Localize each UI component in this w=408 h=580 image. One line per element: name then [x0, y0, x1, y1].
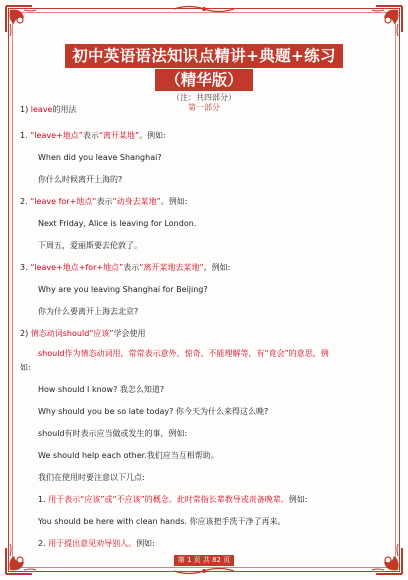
body-text: When did you leave Shanghai?	[38, 153, 162, 162]
highlight-text: “离开某地去某地”	[139, 263, 204, 272]
text-line	[38, 384, 164, 395]
body-text: 表示	[82, 131, 99, 140]
body-text: 我们在使用时要注意以下几点:	[38, 473, 145, 482]
body-text: 2)	[20, 329, 31, 338]
highlight-text: 情态动词should“应该”	[30, 329, 114, 338]
body-text: 例如:	[288, 495, 308, 504]
body-text: 学会使用	[113, 329, 146, 338]
page-subtitle: （精华版）	[155, 69, 253, 91]
text-line	[38, 240, 142, 251]
title-note: （注：共四部分）	[172, 93, 236, 102]
text-line	[20, 130, 166, 141]
page-title: 初中英语语法知识点精讲+典题+练习	[65, 44, 343, 68]
body-text: 3.	[20, 263, 31, 272]
highlight-text: 用于表示“应该”或“不应该”的概念。此时常指长辈教导或责备晚辈。	[48, 495, 289, 504]
body-text: Next Friday, Alice is leaving for London.	[38, 219, 197, 228]
text-line	[38, 306, 138, 317]
body-text: 如:	[20, 363, 31, 372]
body-text: 表示	[96, 197, 113, 206]
text-line	[38, 284, 208, 295]
body-text: should有时表示应当做或发生的事，例如:	[38, 429, 188, 438]
border-ornament-icon	[174, 4, 234, 14]
text-line	[38, 152, 162, 163]
text-line	[38, 516, 285, 527]
highlight-text: “leave for+地点”	[30, 197, 97, 206]
body-text: 1)	[20, 105, 31, 114]
body-text: Why should you be so late today? 你今天为什么来得这么晚?	[38, 407, 269, 416]
corner-ornament-icon	[2, 2, 48, 48]
text-line	[38, 218, 196, 229]
highlight-text: “leave+地点+for+地点”	[30, 263, 124, 272]
body-text: 的用法	[52, 105, 77, 114]
text-line	[20, 362, 31, 373]
page-number: 第 1 页 共 82 页	[174, 555, 235, 566]
text-line	[20, 328, 146, 339]
text-line	[38, 174, 122, 185]
body-text: We should help each other.我们应当互相帮助。	[38, 451, 219, 460]
highlight-text: “leave+地点”	[30, 131, 83, 140]
highlight-text: should作为情态动词用，常常表示意外、惊奇、不能理解等，有“竟会”的意思，例	[38, 349, 329, 358]
body-text: 1.	[20, 131, 31, 140]
body-text: 。例如:	[160, 197, 188, 206]
highlight-text: leave	[30, 105, 53, 114]
text-line	[38, 348, 329, 359]
page-footer	[0, 547, 408, 566]
body-text: 你什么时候离开上海的?	[38, 175, 123, 184]
body-text: Why are you leaving Shanghai for Beijing?	[38, 285, 208, 294]
corner-ornament-icon	[360, 2, 406, 48]
body-text: 1.	[38, 495, 49, 504]
body-text: 下周五，爱丽斯要去伦敦了。	[38, 241, 142, 250]
title-block	[0, 44, 408, 113]
border-ornament-icon	[174, 566, 234, 576]
body-text: You should be here with clean hands. 你应该把手洗干净了再来。	[38, 517, 286, 526]
text-line	[38, 472, 145, 483]
body-text: 2.	[20, 197, 31, 206]
text-line	[38, 494, 307, 505]
body-text: How should I know? 我怎么知道?	[38, 385, 165, 394]
text-line	[38, 406, 268, 417]
highlight-text: “离开某地”	[98, 131, 140, 140]
text-line	[38, 428, 187, 439]
highlight-text: “动身去某地”	[112, 197, 161, 206]
text-line	[38, 450, 219, 461]
part-label: 第一部分	[188, 103, 220, 112]
body-text: 。例如:	[203, 263, 231, 272]
body-text: 2.	[38, 539, 49, 548]
body-text: 例如:	[136, 539, 155, 548]
highlight-text: 用于提出意见劝导别人。	[48, 539, 137, 548]
text-line	[20, 196, 187, 207]
body-text: 你为什么要离开上海去北京?	[38, 307, 139, 316]
text-line	[20, 104, 76, 115]
body-text: 。例如:	[139, 131, 166, 140]
text-line	[20, 262, 230, 273]
body-text: 表示	[123, 263, 140, 272]
